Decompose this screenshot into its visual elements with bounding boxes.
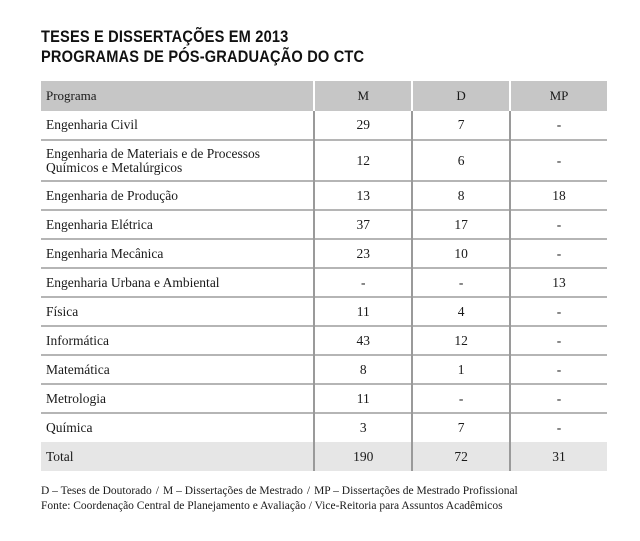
- total-m: 190: [314, 442, 412, 471]
- cell-programa: Engenharia Civil: [46, 117, 138, 132]
- cell-programa: [41, 140, 314, 181]
- cell-m: -: [314, 268, 412, 297]
- table-notes: [41, 484, 518, 514]
- title-line-1: TESES E DISSERTAÇÕES EM 2013: [41, 27, 289, 46]
- cell-m: 3: [314, 413, 412, 442]
- cell-d: 7: [412, 111, 510, 140]
- cell-d: 8: [412, 181, 510, 210]
- header-d: D: [412, 81, 510, 111]
- total-d: 72: [412, 442, 510, 471]
- legend-separator: /: [155, 485, 159, 497]
- cell-mp: -: [510, 413, 607, 442]
- legend-separator: /: [306, 485, 311, 497]
- cell-m: 11: [314, 297, 412, 326]
- header-m: M: [314, 81, 412, 111]
- cell-m: 23: [314, 239, 412, 268]
- cell-programa: Metrologia: [46, 390, 106, 406]
- header-mp: MP: [510, 81, 607, 111]
- total-mp: 31: [510, 442, 607, 471]
- table-row: [41, 413, 607, 442]
- header-programa: Programa: [46, 88, 97, 103]
- cell-d: 17: [412, 210, 510, 239]
- cell-mp: 13: [510, 268, 607, 297]
- cell-programa: Química: [46, 420, 93, 435]
- table-row: [41, 111, 607, 140]
- cell-m: 8: [314, 355, 412, 384]
- cell-m: 13: [314, 181, 412, 210]
- page-title: [41, 27, 364, 67]
- cell-d: 6: [412, 140, 510, 181]
- cell-d: -: [412, 268, 510, 297]
- cell-mp: -: [510, 355, 607, 384]
- cell-programa: Engenharia Mecânica: [46, 245, 164, 261]
- cell-mp: 18: [510, 181, 607, 210]
- total-label: Total: [46, 448, 74, 464]
- cell-m: 43: [314, 326, 412, 355]
- cell-mp: -: [510, 111, 607, 140]
- cell-mp: -: [510, 210, 607, 239]
- cell-d: 12: [412, 326, 510, 355]
- cell-m: 37: [314, 210, 412, 239]
- cell-mp: -: [510, 384, 607, 413]
- table-row: [41, 326, 607, 355]
- cell-programa: Matemática: [46, 361, 110, 377]
- legend-m: M – Dissertações de Mestrado: [162, 485, 303, 497]
- cell-mp: -: [510, 297, 607, 326]
- cell-d: 7: [412, 413, 510, 442]
- table-header-row: [41, 81, 607, 111]
- cell-programa: Física: [46, 303, 79, 319]
- cell-programa-line-1: Engenharia de Materiais e de Processos: [46, 145, 261, 161]
- table-row: [41, 239, 607, 268]
- table-row: [41, 384, 607, 413]
- cell-m: 12: [314, 140, 412, 181]
- cell-m: 11: [314, 384, 412, 413]
- cell-programa: Engenharia Urbana e Ambiental: [46, 274, 220, 290]
- cell-programa-line-2: Químicos e Metalúrgicos: [46, 159, 183, 175]
- cell-d: 4: [412, 297, 510, 326]
- table-row: [41, 355, 607, 384]
- title-line-2: PROGRAMAS DE PÓS-GRADUAÇÃO DO CTC: [41, 47, 365, 66]
- cell-programa: Engenharia Elétrica: [46, 216, 153, 232]
- table-row: [41, 268, 607, 297]
- legend-line: [41, 484, 518, 499]
- cell-d: -: [412, 384, 510, 413]
- table-row: [41, 140, 607, 181]
- legend-mp: MP – Dissertações de Mestrado Profissional: [314, 485, 518, 497]
- legend-d: D – Teses de Doutorado: [41, 485, 152, 497]
- cell-programa: Engenharia de Produção: [46, 187, 178, 203]
- cell-programa: Informática: [46, 332, 109, 348]
- table-row: [41, 181, 607, 210]
- cell-mp: -: [510, 326, 607, 355]
- table-row: [41, 297, 607, 326]
- cell-d: 10: [412, 239, 510, 268]
- cell-mp: -: [510, 239, 607, 268]
- theses-table: [41, 81, 607, 471]
- cell-m: 29: [314, 111, 412, 140]
- cell-mp: -: [510, 140, 607, 181]
- cell-d: 1: [412, 355, 510, 384]
- table-total-row: [41, 442, 607, 471]
- source-line: Fonte: Coordenação Central de Planejamento e Avaliação / Vice-Reitoria para Assuntos Acadêmicos: [41, 500, 503, 512]
- table-row: [41, 210, 607, 239]
